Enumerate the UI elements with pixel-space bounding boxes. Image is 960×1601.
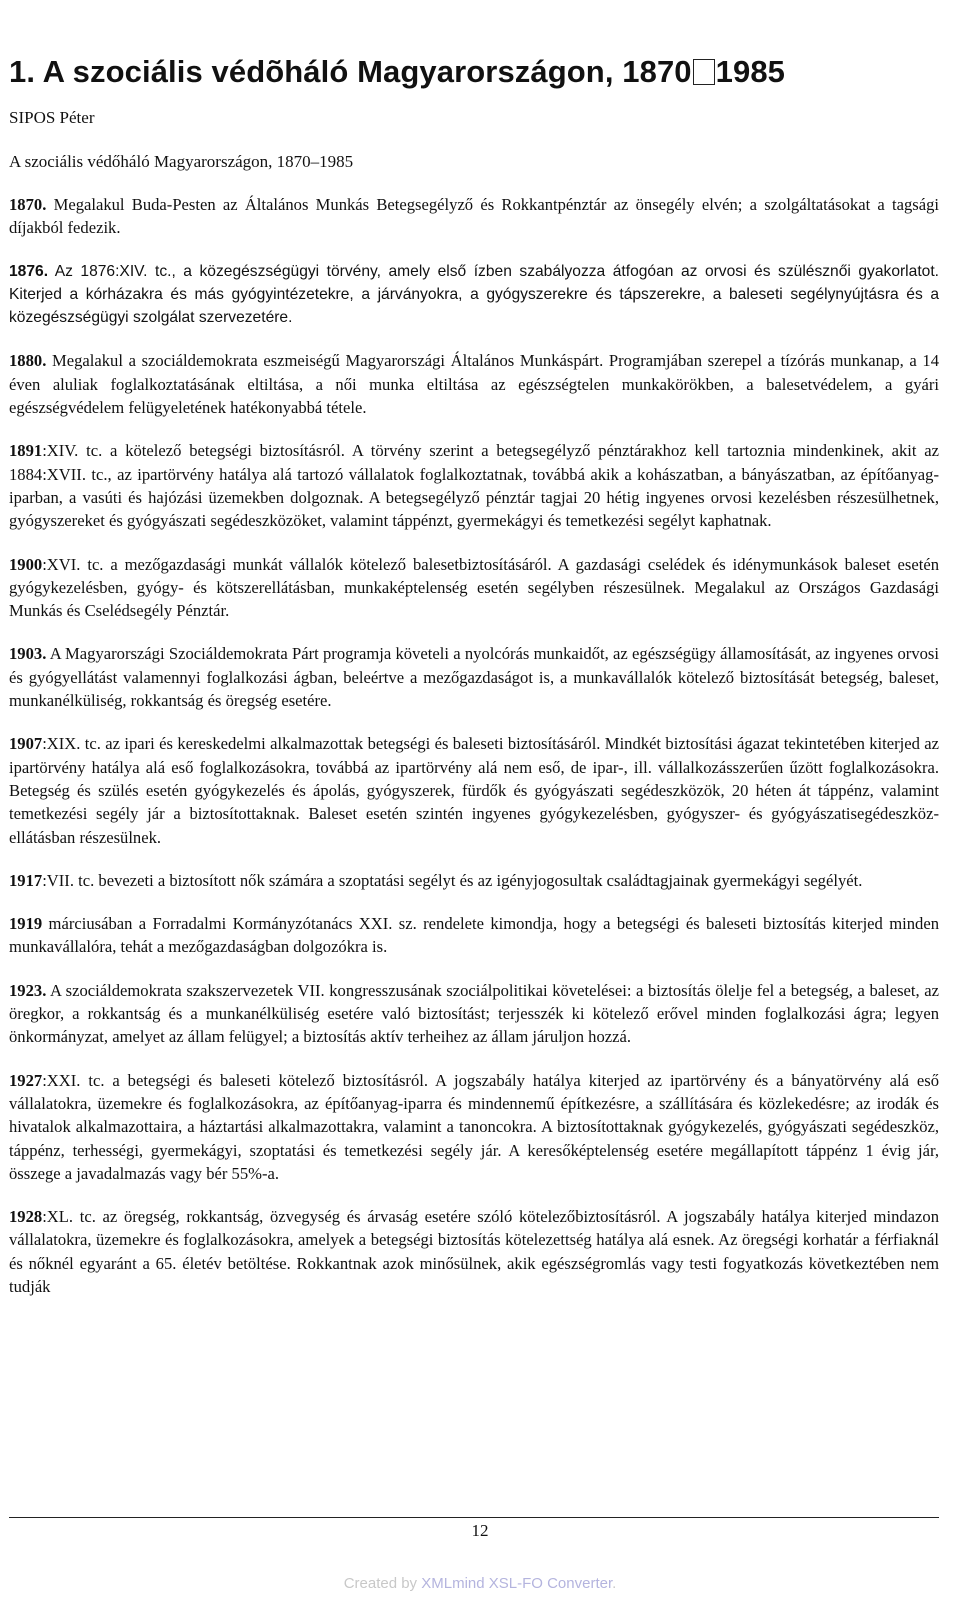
entry-1900 [9,553,939,623]
document-title [9,52,939,92]
author-name: SIPOS Péter [9,108,95,127]
entry-year: 1876. [9,262,49,280]
entry-year: 1919 [9,914,43,934]
entry-1903 [9,642,939,712]
entry-year: 1903. [9,644,47,664]
entry-text: Megalakul Buda-Pesten az Általános Munkás Betegsegélyző és Rokkantpénztár az önsegély elvén; a szolgáltatásokat a tagsági díjakból fedezik. [9,195,939,238]
entry-year: 1900 [9,554,43,574]
entry-text: :VII. tc. bevezeti a biztosított nők számára a szoptatási segélyt és az igényjogosultak családtagjainak gyermekágyi segélyét. [42,870,863,890]
entry-1907 [9,732,939,848]
entry-1876 [9,260,939,330]
entry-year: 1891 [9,441,43,461]
entry-1928 [9,1205,939,1298]
entry-year: 1923. [9,980,47,1000]
watermark-brand: XMLmind XSL-FO Converter [421,1575,613,1592]
entry-1927 [9,1069,939,1185]
title-text-end: 1985 [715,54,786,89]
entry-text: Az 1876:XIV. tc., a közegészségügyi törvény, amely első ízben szabályozza átfogóan az orvosi és szülésznői gyakorlatot. Kiterjed a kórházakra és más gyógyintézetekre, a járványokra, a gyógyszerekre és tápszerekre, a baleseti segélynyújtásra és a közegészségügyi szolgálat szervezetére. [9,262,939,327]
entry-1923 [9,979,939,1049]
entry-text: :XVI. tc. a mezőgazdasági munkát vállalók kötelező balesetbiztosításáról. A gazdasági cselédek és idénymunkások baleset esetén gyógykezelésben, gyógy- és kötszerellátásban, munkaképtelenség esetén segélyben részesülnek. Megalakul az Országos Gazdasági Munkás és Cselédsegély Pénztár. [9,554,939,621]
page-number: 12 [471,1521,489,1540]
entry-text: A Magyarországi Szociáldemokrata Párt programja követeli a nyolcórás munkaidőt, az egészségügy államosítását, az ingyenes orvosi és gyógyellátást valamennyi foglalkozási ágban, beleértve a mezőgazdaságot is, a munkavállalók kötelező biztosítását betegség, baleset, munkanélküliség, rokkantság és öregség esetére. [9,644,939,711]
entry-text: márciusában a Forradalmi Kormányzótanács XXI. sz. rendelete kimondja, hogy a betegségi és baleseti biztosítás kiterjed minden munkavállalóra, tehát a mezőgazdaságban dolgozókra is. [9,914,939,957]
title-text: 1. A szociális védõháló Magyarországon, 1870 [9,54,692,89]
entry-year: 1928 [9,1207,43,1227]
entry-year: 1927 [9,1070,43,1090]
entry-text: :XIX. tc. az ipari és kereskedelmi alkalmazottak betegségi és baleseti biztosításáról. Mindkét biztosítási ágazat tekintetében kiterjed az ipartörvény hatálya alá eső foglalkozásokra, továbbá az ipartörvény alá nem eső, de ipar-, ill. vállalkozásszerűen űzött foglalkozásokra. Betegség és szülés esetén gyógykezelés és ápolás, gyógyszerek, fürdők és gyógyászati segédeszközök, 20 héten át táppénz, valamint temetkezési segély jár a biztosítottaknak. Baleset esetén szintén ingyenes gyógykezelésben, gyógyszer- és gyógyászatisegédeszköz-ellátásban részesülnek. [9,734,939,847]
entry-year: 1870. [9,195,47,214]
entry-text: :XXI. tc. a betegségi és baleseti kötelező biztosításról. A jogszabály hatálya kiterjed az ipartörvény és a bányatörvény alá eső vállalatokra, üzemekre és foglalkozásokra, az építőanyag-iparra és mindennemű építkezésre, a szállítására és közlekedésre; az irodák és hivatalok alkalmazottaira, a háztartási alkalmazottakra, valamint a tanoncokra. A biztosítottaknak gyógykezelés, gyógyászati segédeszköz, táppénz, terhességi, gyermekágyi, szoptatási és temetkezési segély jár. A keresőképtelenség esetére megállapított táppénz 1 évig jár, összege a javadalmazás vagy bér 55%-a. [9,1070,939,1183]
entry-text: A szociáldemokrata szakszervezetek VII. kongresszusának szociálpolitikai követelései: a biztosítás ölelje fel a betegség, a baleset, az öregkor, a rokkantság és a munkanélküliség esetére való biztosítást; terjesszék ki kötelező erővel minden foglalkozási ágra; legyen önkormányzat, amelyet az állam felügyel; a biztosítás aktív terheihez az állam járuljon hozzá. [9,980,939,1047]
document-page [9,0,939,1298]
entry-text: :XIV. tc. a kötelező betegségi biztosításról. A törvény szerint a betegsegélyző pénztárakhoz kell tartoznia mindenkinek, akit az 1884:XVII. tc., az ipartörvény hatálya alá tartozó vállalatok foglalkoztatnak, továbbá akik a kohászatban, a bányászatban, az építőanyag-iparban, a vasúti és hajózási üzemekben dolgoznak. A betegsegélyző pénztár tagjai 20 hétig ingyenes orvosi kezelésben részesülhetnek, gyógyszereket és gyógyászati segédeszközöket, valamint táppénzt, gyermekágyi és temetkezési segélyt kaphatnak. [9,441,939,531]
entry-year: 1907 [9,734,43,754]
converter-watermark [0,1573,960,1595]
missing-glyph-box [693,59,715,85]
document-subtitle: A szociális védőháló Magyarországon, 1870–1985 [9,152,354,171]
footer-divider [9,1517,939,1518]
entry-1891 [9,439,939,532]
entry-1880 [9,349,939,419]
entry-year: 1917 [9,870,43,890]
entry-text: :XL. tc. az öregség, rokkantság, özvegység és árvaság esetére szóló kötelezőbiztosításról. A jogszabály hatálya kiterjed mindazon vállalatokra, üzemekre és foglalkozásokra, amelyek a betegségi biztosítás kötelezettség hatálya alá esnek. Az öregségi korhatár a férfiaknál és nőknél egyaránt a 65. életév betöltése. Rokkantnak azok minősülnek, akik egészségromlás vagy testi fogyatkozás következtében nem tudják [9,1207,939,1296]
entry-1919 [9,912,939,959]
watermark-suffix: . [612,1575,617,1592]
entry-year: 1880. [9,351,47,371]
watermark-prefix: Created by [343,1575,422,1592]
entry-1870 [9,193,939,240]
entry-text: Megalakul a szociáldemokrata eszmeiségű Magyarországi Általános Munkáspárt. Programjában szerepel a tízórás munkanap, a 14 éven aluliak foglalkoztatásának eltiltása, a női munka eltiltása az egészségtelen munkakörökben, a balesetvédelem, a gyári egészségvédelem felügyeletének hatékonyabbá tétele. [9,351,939,418]
entry-1917 [9,869,939,892]
